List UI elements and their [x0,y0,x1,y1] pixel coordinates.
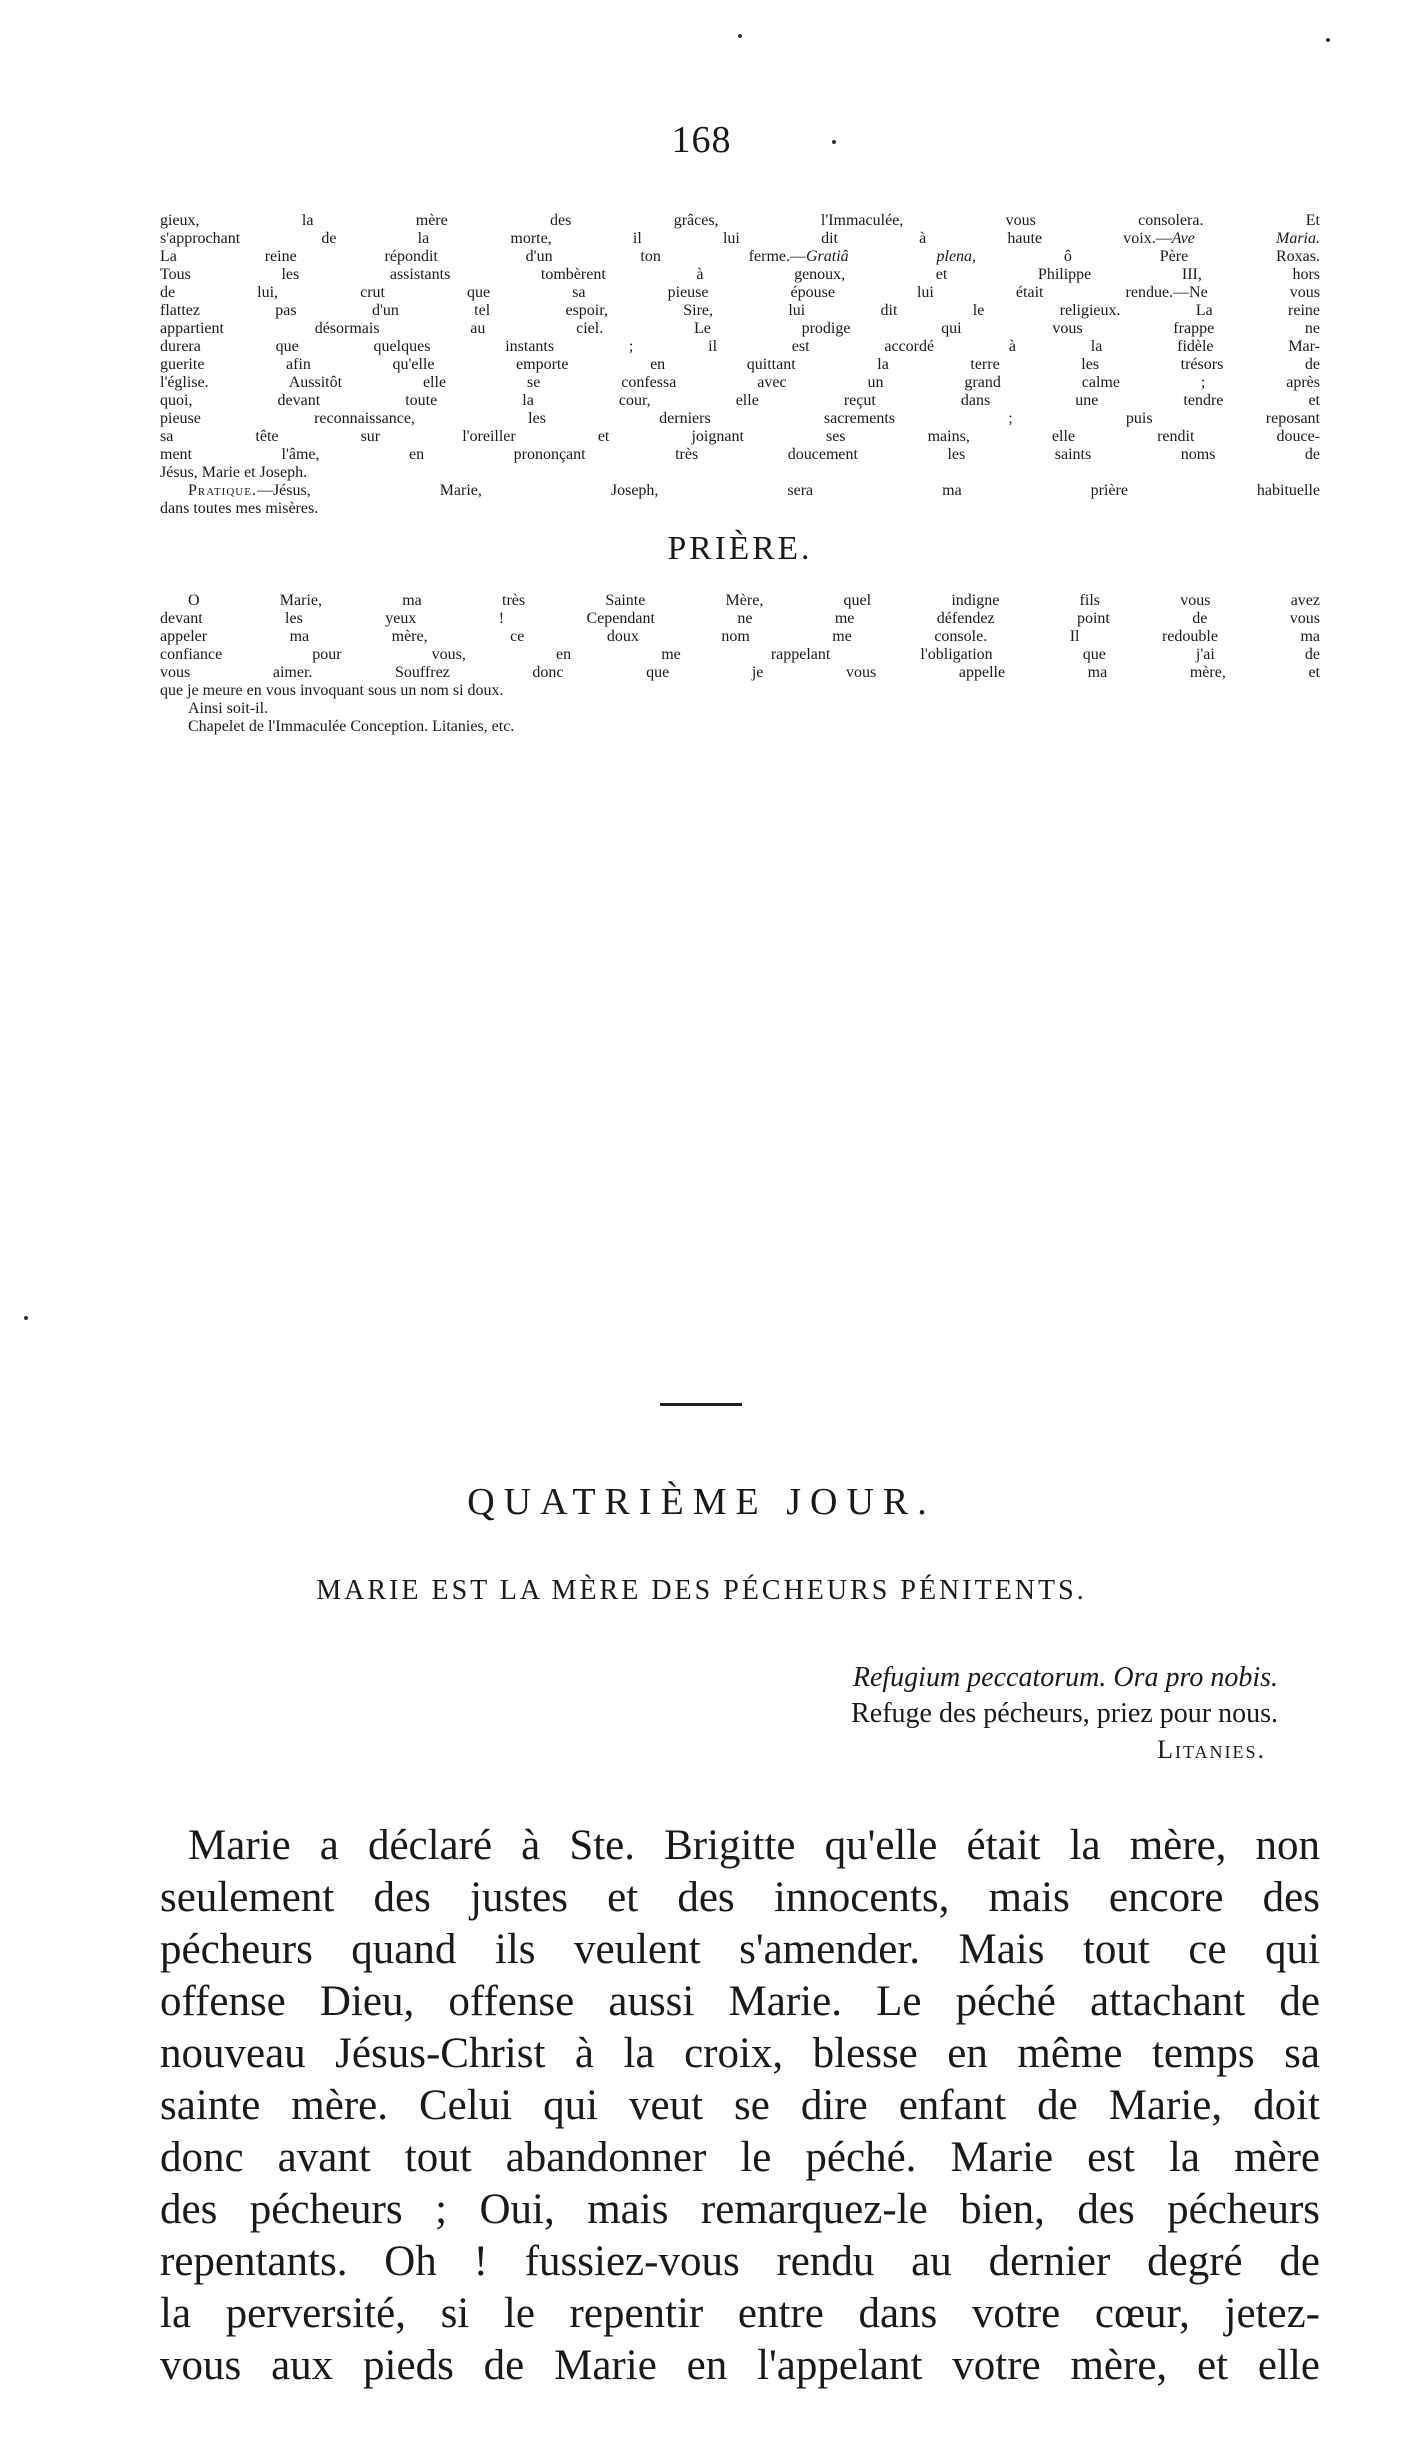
text-line: Jésus, Marie et Joseph. [160,464,308,481]
prayer-line: O Marie, ma très Sainte Mère, quel indigne fils vous avez [188,591,1320,609]
text-line: sainte mère. Celui qui veut se dire enfant de Marie, doit [160,2082,1320,2129]
epigraph [851,1660,1278,1768]
pratique-label: Pratique. [188,482,257,499]
text-line: dans toutes mes misères. [160,500,319,517]
prayer-line: que je meure en vous invoquant sous un nom si doux. [160,681,504,699]
text-line: pécheurs quand ils veulent s'amender. Mais tout ce qui [160,1926,1320,1973]
chapter-subtitle: MARIE EST LA MÈRE DES PÉCHEURS PÉNITENTS. [316,1575,1087,1606]
print-speck [24,1316,28,1320]
page-number: 168 [671,119,732,161]
text-line: repentants. Oh ! fussiez-vous rendu au dernier degré de [160,2238,1320,2285]
italic-phrase: Ave Maria. [1171,230,1320,247]
text-line: pieuse reconnaissance, les derniers sacrements ; puis reposant [160,410,1320,427]
italic-phrase: Gratiâ plena, [806,248,977,265]
text-line: des pécheurs ; Oui, mais remarquez-le bien, des pécheurs [160,2186,1320,2233]
epigraph-latin: Refugium peccatorum. Ora pro nobis. [852,1662,1278,1693]
epigraph-french: Refuge des pécheurs, priez pour nous. [851,1698,1278,1729]
text-line: Marie a déclaré à Ste. Brigitte qu'elle était la mère, non [188,1822,1320,1869]
prayer-line: appeler ma mère, ce doux nom me console. Il redouble ma [160,627,1320,645]
prayer-line: vous aimer. Souffrez donc que je vous appelle ma mère, et [160,663,1320,681]
text-line: vous aux pieds de Marie en l'appelant votre mère, et elle [160,2342,1320,2389]
amen-line: Ainsi soit-il. [188,699,269,717]
narrative-section [160,212,1320,736]
prayer-heading: PRIÈRE. [667,530,813,567]
text-line: appartient désormais au ciel. Le prodige qui vous frappe ne [160,320,1320,337]
text-line: guerite afin qu'elle emporte en quittant la terre les trésors de [160,356,1320,373]
chapter-title: QUATRIÈME JOUR. [467,1481,936,1523]
text-line: quoi, devant toute la cour, elle reçut dans une tendre et [160,392,1320,409]
main-text [160,1820,1320,2392]
chapelet-line: Chapelet de l'Immaculée Conception. Litanies, etc. [188,717,515,735]
text-line: sa tête sur l'oreiller et joignant ses mains, elle rendit douce- [160,428,1320,445]
epigraph-source: Litanies. [1157,1735,1266,1764]
text-line: durera que quelques instants ; il est accordé à la fidèle Mar- [160,338,1320,355]
text-line: de lui, crut que sa pieuse épouse lui était rendue.—Ne vous [160,284,1320,301]
text-line: la perversité, si le repentir entre dans votre cœur, jetez- [160,2290,1320,2337]
pratique-line: Pratique.—Jésus, Marie, Joseph, sera ma prière habituelle [188,482,1320,499]
text-line: gieux, la mère des grâces, l'Immaculée, vous consolera. Et [160,212,1320,229]
text-line: nouveau Jésus-Christ à la croix, blesse en même temps sa [160,2030,1320,2077]
text-line: Tous les assistants tombèrent à genoux, et Philippe III, hors [160,266,1320,283]
text-line: flattez pas d'un tel espoir, Sire, lui dit le religieux. La reine [160,302,1320,319]
text-line: seulement des justes et des innocents, mais encore des [160,1874,1320,1921]
text-line: ment l'âme, en prononçant très doucement les saints noms de [160,446,1320,463]
print-speck [738,34,742,38]
text-line: donc avant tout abandonner le péché. Marie est la mère [160,2134,1320,2181]
prayer-line: devant les yeux ! Cependant ne me défendez point de vous [160,609,1320,627]
text-line: offense Dieu, offense aussi Marie. Le péché attachant de [160,1978,1320,2025]
print-speck [1326,38,1330,42]
text-line: s'approchant de la morte, il lui dit à haute voix.—Ave Maria. [160,230,1320,247]
section-divider [660,1403,742,1406]
prayer-line: confiance pour vous, en me rappelant l'obligation que j'ai de [160,645,1320,663]
text-line: l'église. Aussitôt elle se confessa avec un grand calme ; après [160,374,1320,391]
text-line: La reine répondit d'un ton ferme.—Gratiâ plena, ô Père Roxas. [160,248,1321,265]
